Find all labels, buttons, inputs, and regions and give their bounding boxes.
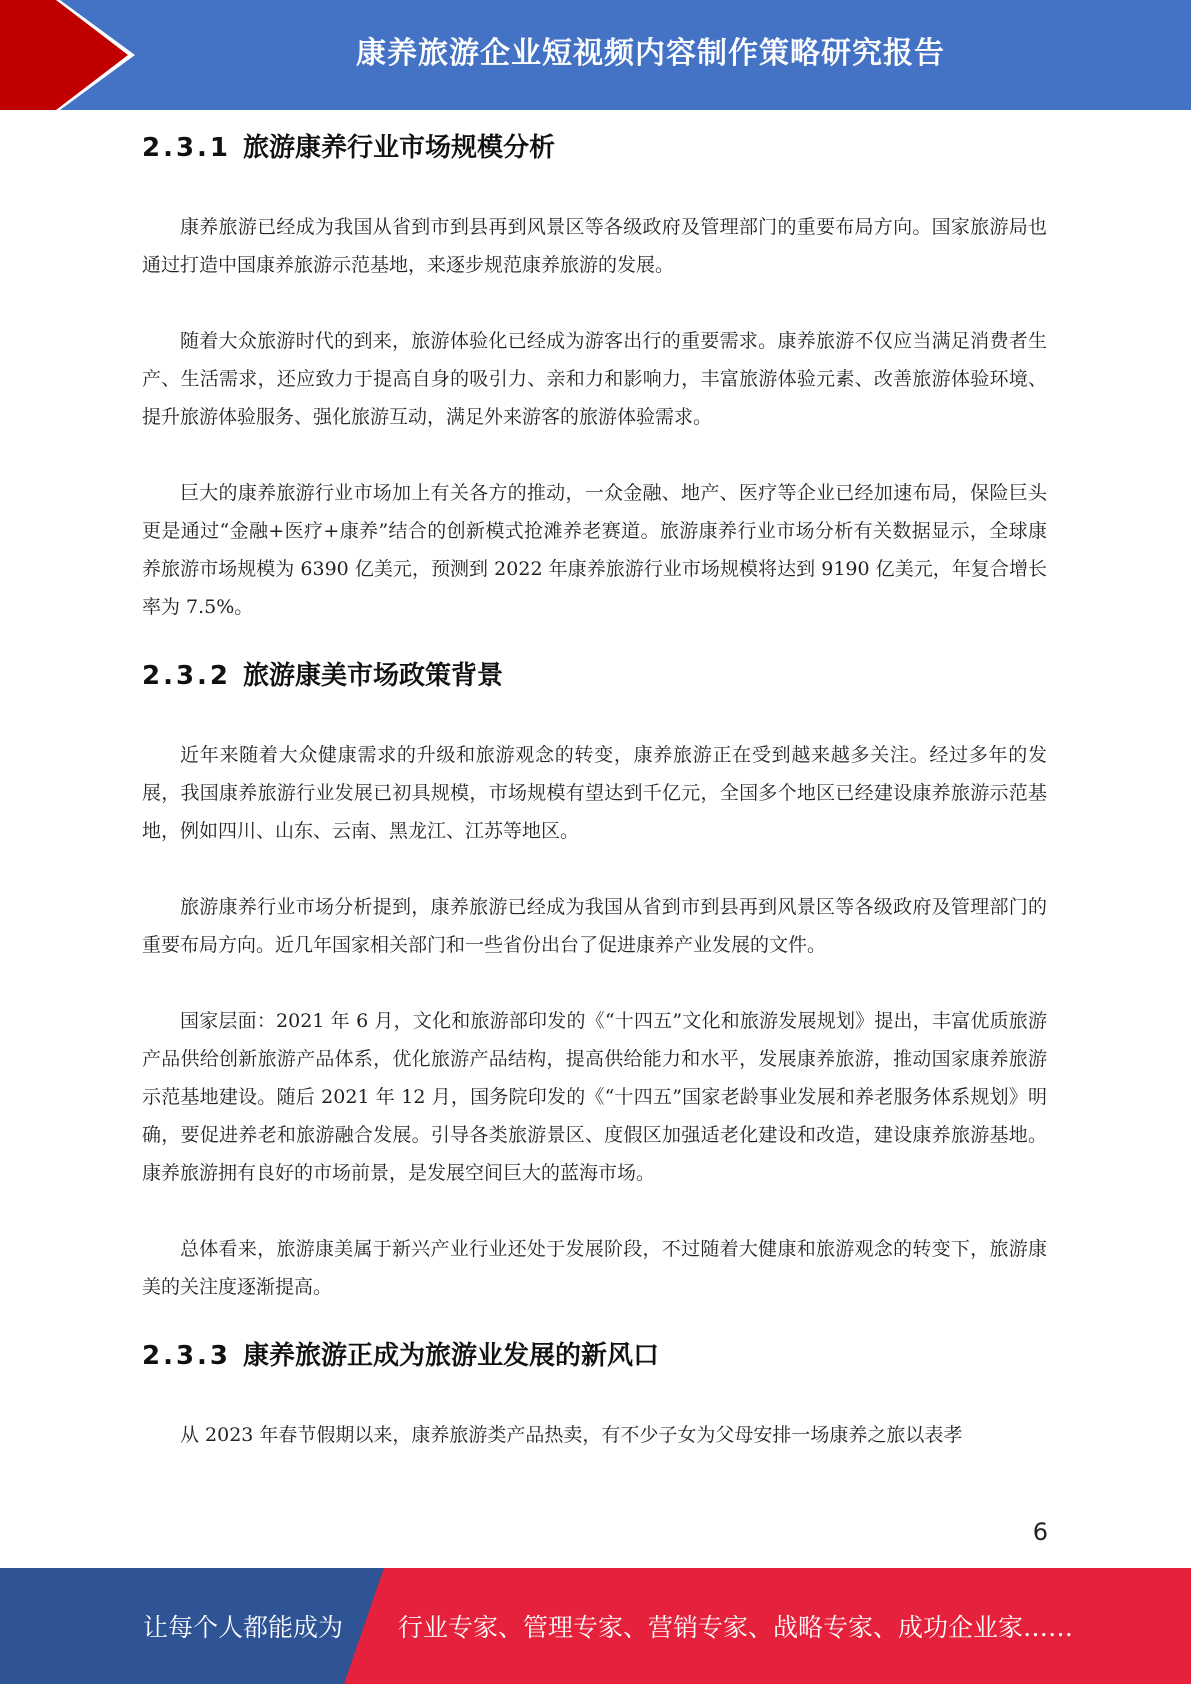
page-number: 6 xyxy=(1032,1518,1048,1546)
paragraph: 国家层面：2021 年 6 月，文化和旅游部印发的《“十四五”文化和旅游发展规划》提出，丰富优质旅游产品供给创新旅游产品体系，优化旅游产品结构，提高供给能力和水平，发展康养旅游，推动国家康养旅游示范基地建设。随后 2021 年 12 月，国务院印发的《“十四五”国家老龄事业发展和养老服务体系规划》明确，要促进养老和旅游融合发展。引导各类旅游景区、度假区加强适老化建设和改造，建设康养旅游基地。康养旅游拥有良好的市场前景，是发展空间巨大的蓝海市场。 xyxy=(142,1010,1047,1184)
section-title: 旅游康美市场政策背景 xyxy=(243,661,504,691)
section-2-3-1 xyxy=(142,128,1047,626)
page-header xyxy=(0,0,1191,110)
section-title: 旅游康养行业市场规模分析 xyxy=(243,133,556,163)
document-body xyxy=(142,128,1047,1454)
paragraph: 康养旅游已经成为我国从省到市到县再到风景区等各级政府及管理部门的重要布局方向。国家旅游局也通过打造中国康养旅游示范基地，来逐步规范康养旅游的发展。 xyxy=(142,216,1047,276)
section-heading xyxy=(142,128,1047,168)
paragraph: 随着大众旅游时代的到来，旅游体验化已经成为游客出行的重要需求。康养旅游不仅应当满足消费者生产、生活需求，还应致力于提高自身的吸引力、亲和力和影响力，丰富旅游体验元素、改善旅游体验环境、提升旅游体验服务、强化旅游互动，满足外来游客的旅游体验需求。 xyxy=(142,330,1047,428)
section-2-3-3 xyxy=(142,1336,1047,1454)
footer-slogan-left: 让每个人都能成为 xyxy=(143,1613,344,1642)
section-number: 2.3.3 xyxy=(142,1341,232,1371)
header-title: 康养旅游企业短视频内容制作策略研究报告 xyxy=(356,36,945,71)
section-number: 2.3.2 xyxy=(142,661,232,691)
section-heading xyxy=(142,656,1047,696)
header-arrow-icon xyxy=(0,0,160,110)
paragraph: 近年来随着大众健康需求的升级和旅游观念的转变，康养旅游正在受到越来越多关注。经过多年的发展，我国康养旅游行业发展已初具规模，市场规模有望达到千亿元，全国多个地区已经建设康养旅游示范基地，例如四川、山东、云南、黑龙江、江苏等地区。 xyxy=(142,744,1047,842)
footer-slogan-right: 行业专家、管理专家、营销专家、战略专家、成功企业家…… xyxy=(398,1613,1074,1642)
section-number: 2.3.1 xyxy=(142,133,232,163)
section-2-3-2 xyxy=(142,656,1047,1306)
paragraph: 巨大的康养旅游行业市场加上有关各方的推动，一众金融、地产、医疗等企业已经加速布局，保险巨头更是通过“金融+医疗+康养”结合的创新模式抢滩养老赛道。旅游康养行业市场分析有关数据显示，全球康养旅游市场规模为 6390 亿美元，预测到 2022 年康养旅游行业市场规模将达到 9190 亿美元，年复合增长率为 7.5%。 xyxy=(142,482,1047,618)
section-title: 康养旅游正成为旅游业发展的新风口 xyxy=(243,1341,660,1371)
paragraph: 从 2023 年春节假期以来，康养旅游类产品热卖，有不少子女为父母安排一场康养之旅以表孝 xyxy=(180,1424,963,1446)
section-heading xyxy=(142,1336,1047,1376)
page-footer xyxy=(0,1568,1191,1684)
paragraph: 总体看来，旅游康美属于新兴产业行业还处于发展阶段，不过随着大健康和旅游观念的转变下，旅游康美的关注度逐渐提高。 xyxy=(142,1238,1047,1298)
paragraph: 旅游康养行业市场分析提到，康养旅游已经成为我国从省到市到县再到风景区等各级政府及管理部门的重要布局方向。近几年国家相关部门和一些省份出台了促进康养产业发展的文件。 xyxy=(142,896,1047,956)
